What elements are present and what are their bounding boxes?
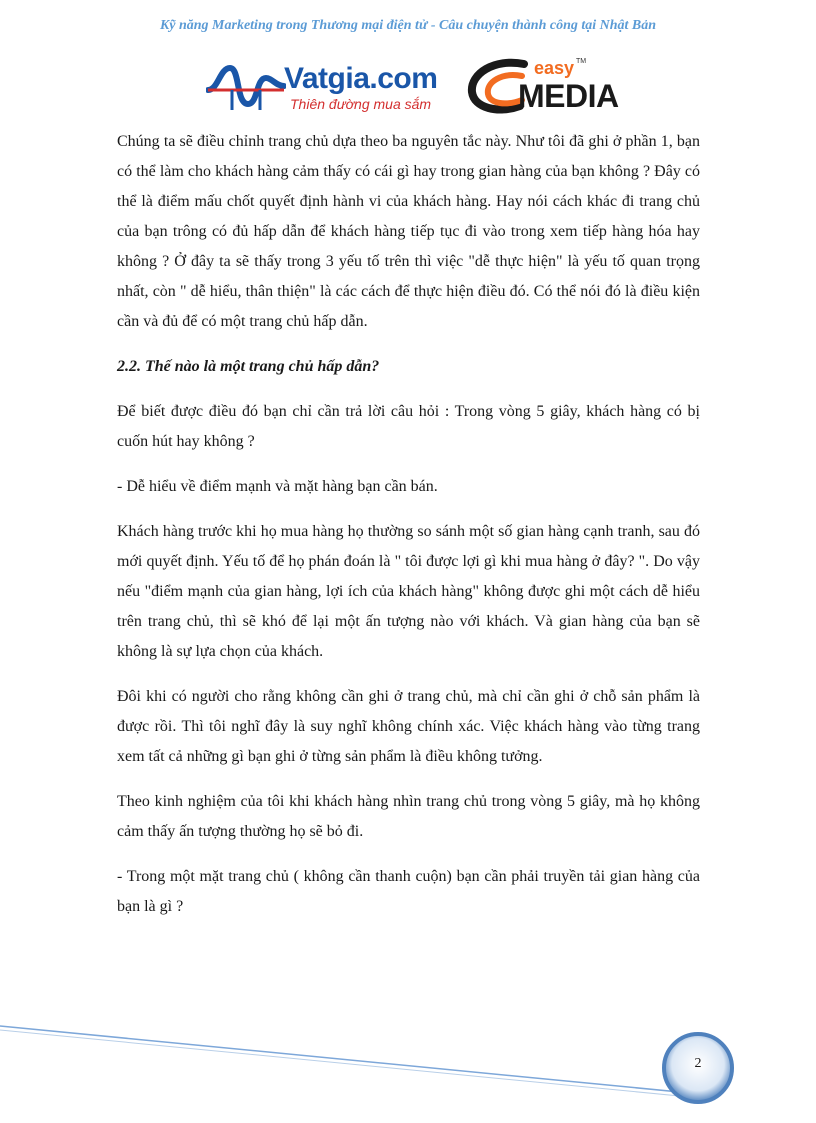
paragraph: Đôi khi có người cho rằng không cần ghi ở trang chủ, mà chỉ cần ghi ở chỗ sản phẩm là được rồi. Thì tôi nghĩ đây là suy nghĩ không chính xác. Việc khách hàng vào từng trang xem tất cả những gì bạn ghi ở từng sản phẩm là điều không tưởng. — [117, 688, 700, 765]
vatgia-wave-icon — [206, 60, 286, 114]
paragraph: Theo kinh nghiệm của tôi khi khách hàng nhìn trang chủ trong vòng 5 giây, mà họ không cảm thấy ấn tượng thường họ sẽ bỏ đi. — [117, 793, 700, 840]
paragraph: - Dễ hiểu về điểm mạnh và mặt hàng bạn cần bán. — [117, 478, 438, 495]
paragraph: - Trong một mặt trang chủ ( không cần thanh cuộn) bạn cần phải truyền tải gian hàng của bạn là gì ? — [117, 868, 700, 915]
document-body — [117, 127, 700, 937]
paragraph: Để biết được điều đó bạn chỉ cần trả lời câu hỏi : Trong vòng 5 giây, khách hàng có bị cuốn hút hay không ? — [117, 403, 700, 450]
running-header: Kỹ năng Marketing trong Thương mại điện tử - Câu chuyện thành công tại Nhật Bản — [159, 18, 657, 33]
easymedia-logo — [464, 56, 634, 116]
vatgia-logo — [206, 60, 456, 114]
section-heading: 2.2. Thế nào là một trang chủ hấp dẫn? — [117, 358, 380, 375]
easymedia-easy-text: easy — [534, 58, 575, 78]
easymedia-trademark: TM — [576, 58, 587, 65]
vatgia-brand-name: Vatgia.com — [284, 62, 438, 95]
vatgia-slogan: Thiên đường mua sắm — [290, 96, 432, 112]
page-number: 2 — [694, 1056, 702, 1071]
paragraph: Chúng ta sẽ điều chỉnh trang chủ dựa theo ba nguyên tắc này. Như tôi đã ghi ở phần 1, bạn có thể làm cho khách hàng cảm thấy có cái gì hay trong gian hàng của bạn không ? Đây có thể là điểm mấu chốt quyết định hành vi của khách hàng. Hay nói cách khác đi trang chủ của bạn trông có đủ hấp dẫn để khách hàng tiếp tục đi vào trong xem tiếp hàng hóa hay không ? Ở đây ta sẽ thấy trong 3 yếu tố trên thì việc "dễ thực hiện" là yếu tố quan trọng nhất, còn " dễ hiểu, thân thiện" là các cách để thực hiện điều đó. Có thể nói đó là điều kiện cần và đủ để có một trang chủ hấp dẫn. — [117, 133, 700, 330]
easymedia-media-text: MEDIA — [518, 78, 619, 114]
logo-bar — [206, 56, 626, 116]
footer-line — [0, 1026, 700, 1094]
footer-line — [0, 1030, 700, 1098]
paragraph: Khách hàng trước khi họ mua hàng họ thường so sánh một số gian hàng cạnh tranh, sau đó mới quyết định. Yếu tố để họ phán đoán là " tôi được lợi gì khi mua hàng ở đây? ". Do vậy nếu "điểm mạnh của gian hàng, lợi ích của khách hàng" không được ghi một cách dễ hiểu trên trang chủ, thì sẽ khó để lại một ấn tượng nào với khách. Và gian hàng của bạn sẽ không là sự lựa chọn của khách. — [117, 523, 700, 660]
